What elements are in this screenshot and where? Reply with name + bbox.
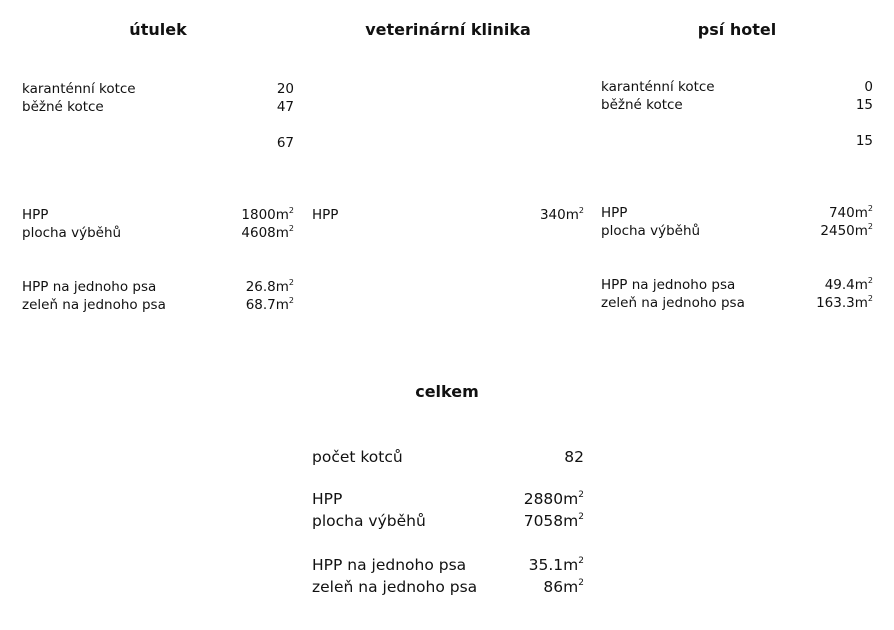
regular-label: běžné kotce — [22, 99, 104, 115]
regular-value: 15 — [855, 97, 873, 113]
hpp-per-dog-label: HPP na jednoho psa — [22, 279, 157, 295]
kennels-label: počet kotců — [312, 448, 403, 466]
hpp-value: $740m^2$ — [828, 204, 873, 221]
hotel-hpp-row — [601, 204, 873, 222]
hpp-per-dog-value: $26.8m^2$ — [245, 278, 294, 295]
hpp-per-dog-value: $35.1m^2$ — [528, 556, 584, 574]
hpp-label: HPP — [312, 207, 339, 223]
quarantine-label: karanténní kotce — [22, 81, 136, 97]
klinika-hpp-row — [312, 206, 584, 224]
yard-value: $4608m^2$ — [241, 224, 294, 241]
kennels-value: 82 — [564, 448, 584, 466]
yard-label: plocha výběhů — [312, 512, 426, 530]
total-kennels-row — [312, 446, 584, 468]
hpp-label: HPP — [312, 490, 343, 508]
utulek-green-per-dog-row — [22, 296, 294, 314]
utulek-sum-row — [22, 134, 294, 152]
utulek-column — [22, 0, 294, 340]
sum-value: 15 — [855, 133, 873, 149]
total-green-per-dog-row — [312, 576, 584, 598]
hotel-sum-row — [601, 132, 873, 150]
hpp-value: $2880m^2$ — [523, 490, 584, 508]
hotel-yard-row — [601, 222, 873, 240]
total-title: celkem — [415, 382, 479, 401]
hpp-per-dog-label: HPP na jednoho psa — [601, 277, 736, 293]
hotel-column — [601, 0, 873, 340]
hotel-green-per-dog-row — [601, 294, 873, 312]
green-per-dog-label: zeleň na jednoho psa — [601, 295, 745, 311]
green-per-dog-value: $68.7m^2$ — [245, 296, 294, 313]
green-per-dog-label: zeleň na jednoho psa — [312, 578, 478, 596]
hotel-hpp-per-dog-row — [601, 276, 873, 294]
hpp-label: HPP — [22, 207, 49, 223]
hpp-label: HPP — [601, 205, 628, 221]
yard-label: plocha výběhů — [601, 223, 701, 239]
total-yard-row — [312, 510, 584, 532]
utulek-hpp-row — [22, 206, 294, 224]
hpp-value: $340m^2$ — [539, 206, 584, 223]
utulek-quarantine-row — [22, 80, 294, 98]
quarantine-value: 20 — [276, 81, 294, 97]
klinika-column — [312, 0, 584, 340]
sum-value: 67 — [276, 135, 294, 151]
hotel-regular-row — [601, 96, 873, 114]
green-per-dog-value: $163.3m^2$ — [816, 294, 873, 311]
utulek-regular-row — [22, 98, 294, 116]
total-hpp-per-dog-row — [312, 554, 584, 576]
green-per-dog-value: $86m^2$ — [543, 578, 584, 596]
quarantine-label: karanténní kotce — [601, 79, 715, 95]
hpp-value: $1800m^2$ — [241, 206, 294, 223]
hotel-quarantine-row — [601, 78, 873, 96]
yard-value: $2450m^2$ — [820, 222, 873, 239]
hpp-per-dog-value: $49.4m^2$ — [824, 276, 873, 293]
total-hpp-row — [312, 488, 584, 510]
yard-value: $7058m^2$ — [523, 512, 584, 530]
klinika-title: veterinární klinika — [365, 20, 531, 39]
utulek-hpp-per-dog-row — [22, 278, 294, 296]
green-per-dog-label: zeleň na jednoho psa — [22, 297, 166, 313]
yard-label: plocha výběhů — [22, 225, 122, 241]
utulek-title: útulek — [129, 20, 187, 39]
hotel-title: psí hotel — [697, 20, 777, 39]
quarantine-value: 0 — [864, 79, 873, 95]
regular-value: 47 — [276, 99, 294, 115]
regular-label: běžné kotce — [601, 97, 683, 113]
hpp-per-dog-label: HPP na jednoho psa — [312, 556, 467, 574]
utulek-yard-row — [22, 224, 294, 242]
